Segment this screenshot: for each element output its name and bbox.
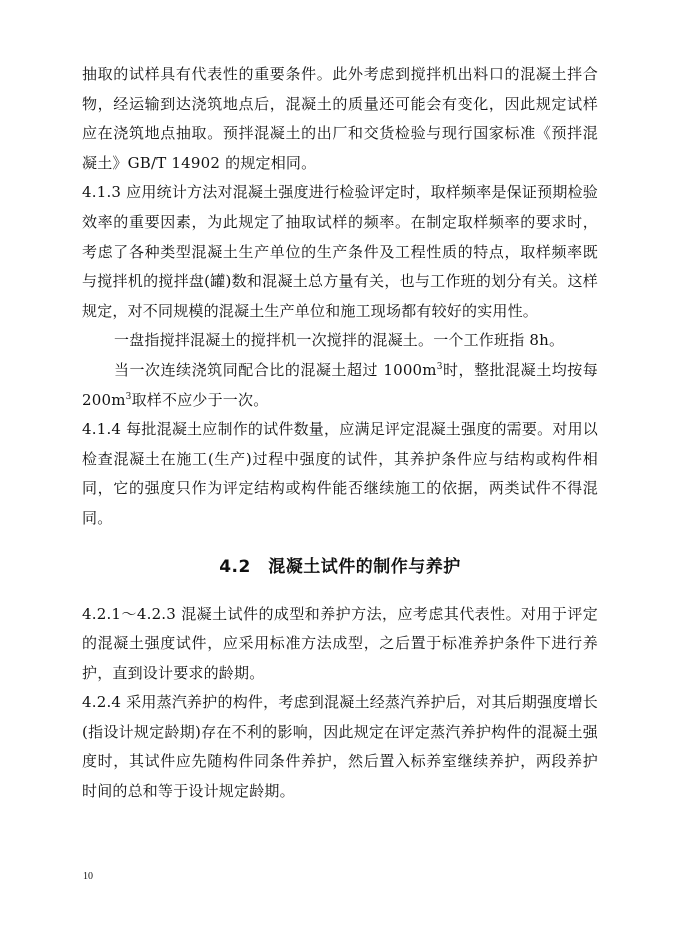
paragraph-4-2-4: 4.2.4 采用蒸汽养护的构件，考虑到混凝土经蒸汽养护后，对其后期强度增长(指设计规定龄期)存在不利的影响，因此规定在评定蒸汽养护构件的混凝土强度时，其试件应先随构件同条件养护，然后置入标养室继续养护，两段养护时间的总和等于设计规定龄期。 [82,693,598,801]
paragraph-4-2-1-to-4-2-3: 4.2.1～4.2.3 混凝土试件的成型和养护方法，应考虑其代表性。对用于评定的混凝土强度试件，应采用标准方法成型，之后置于标准养护条件下进行养护，直到设计要求的龄期。 [82,604,598,682]
paragraph-4-1-4: 4.1.4 每批混凝土应制作的试件数量，应满足评定混凝土强度的需要。对用以检查混凝土在施工(生产)过程中强度的试件，其养护条件应与结构或构件相同，它的强度只作为评定结构或构件能否继续施工的依据，两类试件不得混同。 [82,420,598,527]
page-content [82,60,598,807]
section-heading-4-2: 4.2 混凝土试件的制作与养护 [219,556,461,577]
text-continuous-pour-c: 取样不应少于一次。 [131,390,269,409]
superscript-cubic-1: 3 [436,361,443,372]
paragraph-4-1-3: 4.1.3 应用统计方法对混凝土强度进行检验评定时，取样频率是保证预期检验效率的重要因素，为此规定了抽取试样的频率。在制定取样频率的要求时，考虑了各种类型混凝土生产单位的生产条件及工程性质的特点，取样频率既与搅拌机的搅拌盘(罐)数和混凝土总方量有关，也与工作班的划分有关。这样规定，对不同规模的混凝土生产单位和施工现场都有较好的实用性。 [82,183,598,320]
text-continuous-pour-b: 时，整批混凝土均按每 200m [82,360,598,409]
superscript-cubic-2: 3 [125,391,132,402]
text-continuous-pour-a: 当一次连续浇筑同配合比的混凝土超过 1000m [114,360,437,379]
paragraph-sampling-location: 抽取的试样具有代表性的重要条件。此外考虑到搅拌机出料口的混凝土拌合物，经运输到达浇筑地点后，混凝土的质量还可能会有变化，因此规定试样应在浇筑地点抽取。预拌混凝土的出厂和交货检验与现行国家标准《预拌混凝土》GB/T 14902 的规定相同。 [82,65,598,172]
paragraph-definition-batch: 一盘指搅拌混凝土的搅拌机一次搅拌的混凝土。一个工作班指 8h。 [114,331,565,350]
paragraph-continuous-pour [82,356,598,415]
page-number: 10 [83,871,93,882]
